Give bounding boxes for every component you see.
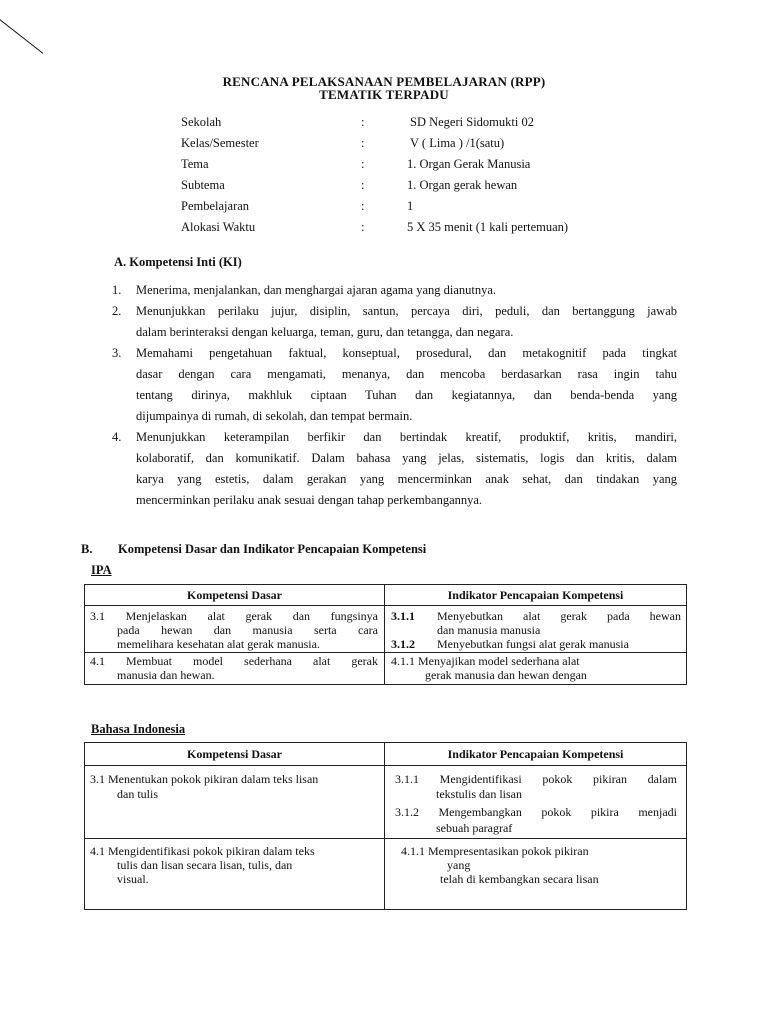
indicator-line: yang: [447, 858, 471, 872]
info-value-sekolah: SD Negeri Sidomukti 02: [410, 115, 534, 129]
ki-line: Menerima, menjalankan, dan menghargai ajaran agama yang dianutnya.: [136, 283, 497, 297]
ki-line: dalam berinteraksi dengan keluarga, teman, guru, dan tetangga, dan negara.: [136, 325, 514, 339]
bahasa-subheading: Bahasa Indonesia: [91, 722, 186, 736]
kd-line: manusia dan hewan.: [117, 668, 215, 682]
table-header-row: [85, 585, 687, 606]
section-b-label: B.: [81, 542, 93, 556]
info-colon: :: [361, 115, 365, 129]
indicator-line: 4.1.1 Mempresentasikan pokok pikiran: [401, 844, 589, 858]
table-row: [85, 839, 687, 910]
kd-line: 3.1 Menentukan pokok pikiran dalam teks lisan: [90, 772, 319, 786]
ki-line: Memahami pengetahuan faktual, konseptual, prosedural, dan metakognitif pada tingkat: [136, 346, 677, 360]
kd-cell: [85, 839, 385, 910]
info-label-sekolah: Sekolah: [181, 115, 222, 129]
indicator-line: tekstulis dan lisan: [436, 787, 522, 801]
info-value-alokasi: 5 X 35 menit (1 kali pertemuan): [407, 220, 569, 234]
column-header-kompetensi-dasar: Kompetensi Dasar: [85, 585, 385, 606]
column-header-indikator: Indikator Pencapaian Kompetensi: [385, 743, 687, 766]
info-colon: :: [361, 136, 365, 150]
kd-line: memelihara kesehatan alat gerak manusia.: [117, 637, 320, 651]
ipa-table: [84, 584, 687, 685]
corner-line: [0, 16, 43, 54]
indicator-line: 4.1.1 Menyajikan model sederhana alat: [391, 654, 580, 668]
info-value-kelas: V ( Lima ) /1(satu): [410, 136, 505, 150]
indicator-line: Menyebutkan fungsi alat gerak manusia: [437, 637, 629, 651]
indicator-line: 3.1.1 Mengidentifikasi pokok pikiran dalam: [395, 772, 677, 786]
kd-line: tulis dan lisan secara lisan, tulis, dan: [117, 858, 293, 872]
ipa-subheading: IPA: [91, 563, 112, 577]
indicator-line: telah di kembangkan secara lisan: [440, 872, 599, 886]
info-label-pembelajaran: Pembelajaran: [181, 199, 250, 213]
info-label-subtema: Subtema: [181, 178, 225, 192]
ki-line: dijumpainya di rumah, di sekolah, dan tempat bermain.: [136, 409, 413, 423]
kd-cell: [85, 766, 385, 839]
indicator-cell: [385, 653, 687, 685]
indicator-cell: [385, 839, 687, 910]
ki-number: 1.: [112, 283, 122, 297]
indicator-line: gerak manusia dan hewan dengan: [425, 668, 587, 682]
column-header-indikator: Indikator Pencapaian Kompetensi: [385, 585, 687, 606]
kd-line: dan tulis: [117, 787, 158, 801]
table-header-row: [85, 743, 687, 766]
ki-number: 3.: [112, 346, 122, 360]
info-value-pembelajaran: 1: [407, 199, 414, 213]
indicator-line: Menyebutkan alat gerak pada hewan: [437, 609, 681, 623]
info-value-tema: 1. Organ Gerak Manusia: [407, 157, 531, 171]
info-value-subtema: 1. Organ gerak hewan: [407, 178, 518, 192]
ki-line: Menunjukkan perilaku jujur, disiplin, santun, percaya diri, peduli, dan bertanggung jawab: [136, 304, 677, 318]
kd-line: 4.1 Membuat model sederhana alat gerak: [90, 654, 378, 668]
indicator-cell: [385, 766, 687, 839]
info-colon: :: [361, 157, 365, 171]
indicator-line: 3.1.2 Mengembangkan pokok pikira menjadi: [395, 805, 677, 819]
table-row: [85, 653, 687, 685]
table-row: [85, 606, 687, 653]
kd-cell: [85, 653, 385, 685]
kd-cell: [85, 606, 385, 653]
kd-line: pada hewan dan manusia serta cara: [117, 623, 378, 637]
kd-line: 4.1 Mengidentifikasi pokok pikiran dalam teks: [90, 844, 315, 858]
info-colon: :: [361, 199, 365, 213]
info-label-kelas: Kelas/Semester: [181, 136, 259, 150]
ki-line: dasar dengan cara mengamati, menanya, dan mencoba berdasarkan rasa ingin tahu: [136, 367, 677, 381]
ki-line: kolaboratif, dan komunikatif. Dalam bahasa yang jelas, sistematis, logis dan kritis, dalam: [136, 451, 677, 465]
info-label-alokasi: Alokasi Waktu: [181, 220, 256, 234]
bahasa-table: [84, 742, 687, 910]
kd-line: visual.: [117, 872, 149, 886]
section-a-heading: A. Kompetensi Inti (KI): [114, 255, 242, 269]
ki-line: Menunjukkan keterampilan berfikir dan bertindak kreatif, produktif, kritis, mandiri,: [136, 430, 677, 444]
info-label-tema: Tema: [181, 157, 209, 171]
document-title: RENCANA PELAKSANAAN PEMBELAJARAN (RPP): [222, 74, 546, 89]
section-b-heading: Kompetensi Dasar dan Indikator Pencapaian Kompetensi: [118, 542, 427, 556]
ki-number: 2.: [112, 304, 122, 318]
indicator-cell: [385, 606, 687, 653]
indicator-line: dan manusia manusia: [437, 623, 541, 637]
document-subtitle: TEMATIK TERPADU: [319, 87, 449, 102]
table-row: [85, 766, 687, 839]
kd-line: 3.1 Menjelaskan alat gerak dan fungsinya: [90, 609, 378, 623]
info-colon: :: [361, 178, 365, 192]
ki-number: 4.: [112, 430, 122, 444]
column-header-kompetensi-dasar: Kompetensi Dasar: [85, 743, 385, 766]
ki-line: mencerminkan perilaku anak sesuai dengan tahap perkembangannya.: [136, 493, 483, 507]
ki-line: karya yang estetis, dalam gerakan yang mencerminkan anak sehat, dan tindakan yang: [136, 472, 677, 486]
ki-line: tentang dirinya, makhluk ciptaan Tuhan dan kegiatannya, dan benda-benda yang: [136, 388, 677, 402]
indicator-code: 3.1.2: [391, 637, 415, 651]
indicator-line: sebuah paragraf: [436, 821, 513, 835]
info-colon: :: [361, 220, 365, 234]
indicator-code: 3.1.1: [391, 609, 415, 623]
